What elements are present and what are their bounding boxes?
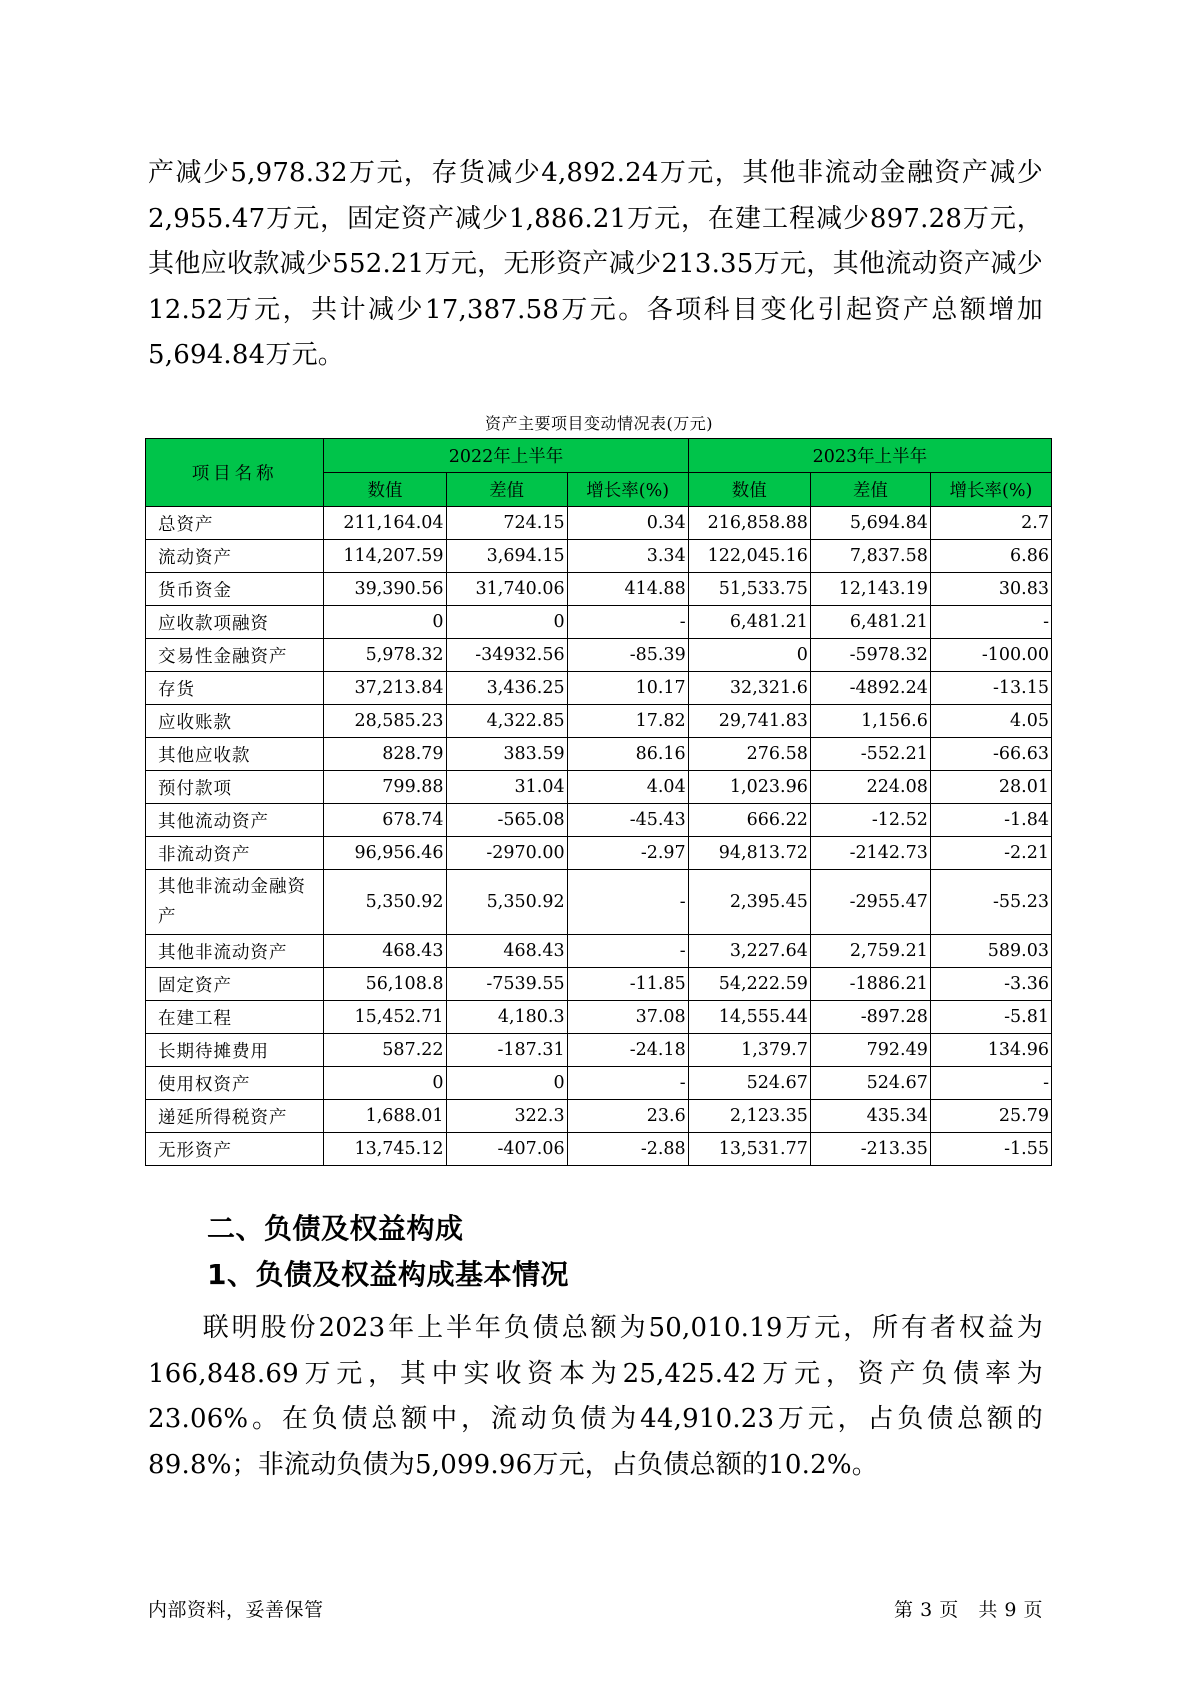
cell-growth-2022: - bbox=[567, 870, 688, 935]
cell-value-2023: 54,222.59 bbox=[688, 968, 810, 1001]
cell-value-2022: 28,585.23 bbox=[324, 705, 446, 738]
cell-diff-2022: 0 bbox=[446, 1067, 567, 1100]
table-row bbox=[146, 606, 1052, 639]
table-row bbox=[146, 870, 1052, 935]
cell-growth-2023: - bbox=[930, 1067, 1051, 1100]
cell-value-2023: 32,321.6 bbox=[688, 672, 810, 705]
cell-growth-2023: 28.01 bbox=[930, 771, 1051, 804]
cell-diff-2023: 1,156.6 bbox=[810, 705, 930, 738]
cell-diff-2022: 468.43 bbox=[446, 935, 567, 968]
cell-growth-2023: 2.7 bbox=[930, 507, 1051, 540]
cell-growth-2023: 134.96 bbox=[930, 1034, 1051, 1067]
cell-growth-2022: 0.34 bbox=[567, 507, 688, 540]
cell-value-2022: 587.22 bbox=[324, 1034, 446, 1067]
row-item-name: 使用权资产 bbox=[146, 1067, 324, 1100]
row-item-name: 存货 bbox=[146, 672, 324, 705]
cell-diff-2023: -1886.21 bbox=[810, 968, 930, 1001]
cell-value-2022: 114,207.59 bbox=[324, 540, 446, 573]
cell-growth-2022: -85.39 bbox=[567, 639, 688, 672]
cell-diff-2023: 5,694.84 bbox=[810, 507, 930, 540]
cell-diff-2023: 12,143.19 bbox=[810, 573, 930, 606]
table-row bbox=[146, 1133, 1052, 1166]
header-period-2023: 2023年上半年 bbox=[688, 439, 1051, 473]
row-item-name: 其他流动资产 bbox=[146, 804, 324, 837]
cell-diff-2022: 3,694.15 bbox=[446, 540, 567, 573]
cell-diff-2022: 31,740.06 bbox=[446, 573, 567, 606]
cell-diff-2023: -897.28 bbox=[810, 1001, 930, 1034]
row-item-name: 预付款项 bbox=[146, 771, 324, 804]
cell-growth-2023: -1.55 bbox=[930, 1133, 1051, 1166]
row-item-name: 交易性金融资产 bbox=[146, 639, 324, 672]
cell-value-2022: 5,350.92 bbox=[324, 870, 446, 935]
cell-diff-2023: 524.67 bbox=[810, 1067, 930, 1100]
row-item-name: 货币资金 bbox=[146, 573, 324, 606]
cell-growth-2023: -100.00 bbox=[930, 639, 1051, 672]
cell-diff-2023: -4892.24 bbox=[810, 672, 930, 705]
cell-value-2023: 3,227.64 bbox=[688, 935, 810, 968]
header-period-2022: 2022年上半年 bbox=[324, 439, 688, 473]
cell-value-2023: 29,741.83 bbox=[688, 705, 810, 738]
cell-growth-2022: - bbox=[567, 606, 688, 639]
cell-growth-2022: 23.6 bbox=[567, 1100, 688, 1133]
table-row bbox=[146, 771, 1052, 804]
table-row bbox=[146, 1034, 1052, 1067]
cell-value-2022: 15,452.71 bbox=[324, 1001, 446, 1034]
table-caption: 资产主要项目变动情况表(万元) bbox=[485, 414, 713, 433]
cell-growth-2022: 4.04 bbox=[567, 771, 688, 804]
cell-growth-2023: -5.81 bbox=[930, 1001, 1051, 1034]
table-row bbox=[146, 1100, 1052, 1133]
row-item-name: 总资产 bbox=[146, 507, 324, 540]
cell-value-2022: 211,164.04 bbox=[324, 507, 446, 540]
cell-value-2023: 276.58 bbox=[688, 738, 810, 771]
cell-value-2023: 216,858.88 bbox=[688, 507, 810, 540]
row-item-name: 非流动资产 bbox=[146, 837, 324, 870]
table-row bbox=[146, 738, 1052, 771]
cell-value-2023: 2,123.35 bbox=[688, 1100, 810, 1133]
cell-diff-2023: 7,837.58 bbox=[810, 540, 930, 573]
cell-growth-2022: -2.88 bbox=[567, 1133, 688, 1166]
cell-diff-2022: 322.3 bbox=[446, 1100, 567, 1133]
cell-growth-2023: 25.79 bbox=[930, 1100, 1051, 1133]
header-item-name: 项目名称 bbox=[146, 439, 324, 507]
cell-value-2023: 524.67 bbox=[688, 1067, 810, 1100]
cell-value-2023: 2,395.45 bbox=[688, 870, 810, 935]
cell-value-2022: 37,213.84 bbox=[324, 672, 446, 705]
cell-diff-2023: 435.34 bbox=[810, 1100, 930, 1133]
row-item-name: 其他非流动资产 bbox=[146, 935, 324, 968]
cell-value-2023: 14,555.44 bbox=[688, 1001, 810, 1034]
cell-value-2023: 1,023.96 bbox=[688, 771, 810, 804]
cell-growth-2022: -45.43 bbox=[567, 804, 688, 837]
row-item-name: 固定资产 bbox=[146, 968, 324, 1001]
cell-diff-2023: -2142.73 bbox=[810, 837, 930, 870]
header-diff-2022: 差值 bbox=[446, 473, 567, 507]
cell-growth-2022: -24.18 bbox=[567, 1034, 688, 1067]
cell-growth-2022: 86.16 bbox=[567, 738, 688, 771]
cell-diff-2022: -2970.00 bbox=[446, 837, 567, 870]
cell-diff-2023: -5978.32 bbox=[810, 639, 930, 672]
cell-diff-2023: -213.35 bbox=[810, 1133, 930, 1166]
cell-diff-2022: 4,322.85 bbox=[446, 705, 567, 738]
cell-diff-2022: 383.59 bbox=[446, 738, 567, 771]
cell-growth-2022: 414.88 bbox=[567, 573, 688, 606]
cell-growth-2023: -55.23 bbox=[930, 870, 1051, 935]
cell-growth-2022: 3.34 bbox=[567, 540, 688, 573]
cell-growth-2022: - bbox=[567, 935, 688, 968]
table-row bbox=[146, 540, 1052, 573]
cell-diff-2022: 5,350.92 bbox=[446, 870, 567, 935]
cell-growth-2023: -66.63 bbox=[930, 738, 1051, 771]
cell-growth-2022: -2.97 bbox=[567, 837, 688, 870]
cell-growth-2022: 37.08 bbox=[567, 1001, 688, 1034]
cell-value-2023: 6,481.21 bbox=[688, 606, 810, 639]
cell-diff-2022: 3,436.25 bbox=[446, 672, 567, 705]
table-row bbox=[146, 1067, 1052, 1100]
cell-diff-2022: -34932.56 bbox=[446, 639, 567, 672]
cell-diff-2022: -7539.55 bbox=[446, 968, 567, 1001]
cell-growth-2023: - bbox=[930, 606, 1051, 639]
liabilities-paragraph: 联明股份2023年上半年负债总额为50,010.19万元，所有者权益为166,848.69万元，其中实收资本为25,425.42万元，资产负债率为23.06%。在负债总额中，流动负债为44,910.23万元，占负债总额的89.8%；非流动负债为5,099.96万元，占负债总额的10.2%。 bbox=[148, 1313, 1043, 1480]
table-row bbox=[146, 672, 1052, 705]
header-growth-2022: 增长率(%) bbox=[567, 473, 688, 507]
row-item-name: 应收款项融资 bbox=[146, 606, 324, 639]
cell-diff-2022: 0 bbox=[446, 606, 567, 639]
cell-diff-2022: -407.06 bbox=[446, 1133, 567, 1166]
table-row bbox=[146, 639, 1052, 672]
cell-growth-2023: 4.05 bbox=[930, 705, 1051, 738]
table-row bbox=[146, 968, 1052, 1001]
cell-diff-2023: -2955.47 bbox=[810, 870, 930, 935]
intro-paragraph: 产减少5,978.32万元，存货减少4,892.24万元，其他非流动金融资产减少2,955.47万元，固定资产减少1,886.21万元，在建工程减少897.28万元，其他应收款减少552.21万元，无形资产减少213.35万元，其他流动资产减少12.52万元，共计减少17,387.58万元。各项科目变化引起资产总额增加5,694.84万元。 bbox=[148, 158, 1043, 370]
header-diff-2023: 差值 bbox=[810, 473, 930, 507]
table-row bbox=[146, 705, 1052, 738]
cell-growth-2022: - bbox=[567, 1067, 688, 1100]
cell-value-2023: 1,379.7 bbox=[688, 1034, 810, 1067]
cell-growth-2023: -1.84 bbox=[930, 804, 1051, 837]
cell-diff-2023: -12.52 bbox=[810, 804, 930, 837]
cell-value-2022: 0 bbox=[324, 606, 446, 639]
row-item-name: 其他非流动金融资产 bbox=[146, 870, 324, 935]
asset-change-table bbox=[145, 438, 1052, 1166]
cell-value-2022: 96,956.46 bbox=[324, 837, 446, 870]
cell-growth-2023: 6.86 bbox=[930, 540, 1051, 573]
cell-value-2022: 5,978.32 bbox=[324, 639, 446, 672]
cell-diff-2023: -552.21 bbox=[810, 738, 930, 771]
cell-value-2022: 1,688.01 bbox=[324, 1100, 446, 1133]
cell-diff-2023: 6,481.21 bbox=[810, 606, 930, 639]
cell-diff-2023: 792.49 bbox=[810, 1034, 930, 1067]
cell-diff-2022: 31.04 bbox=[446, 771, 567, 804]
table-row bbox=[146, 507, 1052, 540]
cell-growth-2022: -11.85 bbox=[567, 968, 688, 1001]
table-row bbox=[146, 1001, 1052, 1034]
cell-value-2022: 799.88 bbox=[324, 771, 446, 804]
row-item-name: 其他应收款 bbox=[146, 738, 324, 771]
cell-value-2023: 51,533.75 bbox=[688, 573, 810, 606]
cell-value-2022: 468.43 bbox=[324, 935, 446, 968]
row-item-name: 应收账款 bbox=[146, 705, 324, 738]
cell-value-2022: 13,745.12 bbox=[324, 1133, 446, 1166]
cell-value-2023: 94,813.72 bbox=[688, 837, 810, 870]
cell-value-2023: 0 bbox=[688, 639, 810, 672]
table-row bbox=[146, 804, 1052, 837]
header-growth-2023: 增长率(%) bbox=[930, 473, 1051, 507]
cell-value-2022: 39,390.56 bbox=[324, 573, 446, 606]
row-item-name: 无形资产 bbox=[146, 1133, 324, 1166]
cell-value-2022: 56,108.8 bbox=[324, 968, 446, 1001]
table-row bbox=[146, 935, 1052, 968]
table-row bbox=[146, 837, 1052, 870]
cell-growth-2022: 10.17 bbox=[567, 672, 688, 705]
cell-value-2023: 13,531.77 bbox=[688, 1133, 810, 1166]
cell-diff-2022: 4,180.3 bbox=[446, 1001, 567, 1034]
row-item-name: 流动资产 bbox=[146, 540, 324, 573]
table-body bbox=[146, 507, 1052, 1166]
cell-value-2022: 828.79 bbox=[324, 738, 446, 771]
cell-diff-2023: 224.08 bbox=[810, 771, 930, 804]
row-item-name: 递延所得税资产 bbox=[146, 1100, 324, 1133]
subsection-heading: 1、负债及权益构成基本情况 bbox=[207, 1258, 569, 1291]
cell-value-2022: 0 bbox=[324, 1067, 446, 1100]
cell-diff-2022: -565.08 bbox=[446, 804, 567, 837]
cell-growth-2023: 30.83 bbox=[930, 573, 1051, 606]
header-value-2023: 数值 bbox=[688, 473, 810, 507]
cell-growth-2023: -3.36 bbox=[930, 968, 1051, 1001]
table-row bbox=[146, 573, 1052, 606]
cell-growth-2022: 17.82 bbox=[567, 705, 688, 738]
section-heading: 二、负债及权益构成 bbox=[207, 1212, 464, 1245]
cell-growth-2023: 589.03 bbox=[930, 935, 1051, 968]
cell-diff-2022: 724.15 bbox=[446, 507, 567, 540]
row-item-name: 长期待摊费用 bbox=[146, 1034, 324, 1067]
cell-growth-2023: -13.15 bbox=[930, 672, 1051, 705]
row-item-name: 在建工程 bbox=[146, 1001, 324, 1034]
cell-diff-2023: 2,759.21 bbox=[810, 935, 930, 968]
cell-value-2022: 678.74 bbox=[324, 804, 446, 837]
footer-confidential-note: 内部资料，妥善保管 bbox=[148, 1599, 324, 1621]
header-value-2022: 数值 bbox=[324, 473, 446, 507]
cell-growth-2023: -2.21 bbox=[930, 837, 1051, 870]
cell-value-2023: 666.22 bbox=[688, 804, 810, 837]
footer-page-number: 第 3 页 共 9 页 bbox=[894, 1599, 1043, 1621]
cell-value-2023: 122,045.16 bbox=[688, 540, 810, 573]
cell-diff-2022: -187.31 bbox=[446, 1034, 567, 1067]
